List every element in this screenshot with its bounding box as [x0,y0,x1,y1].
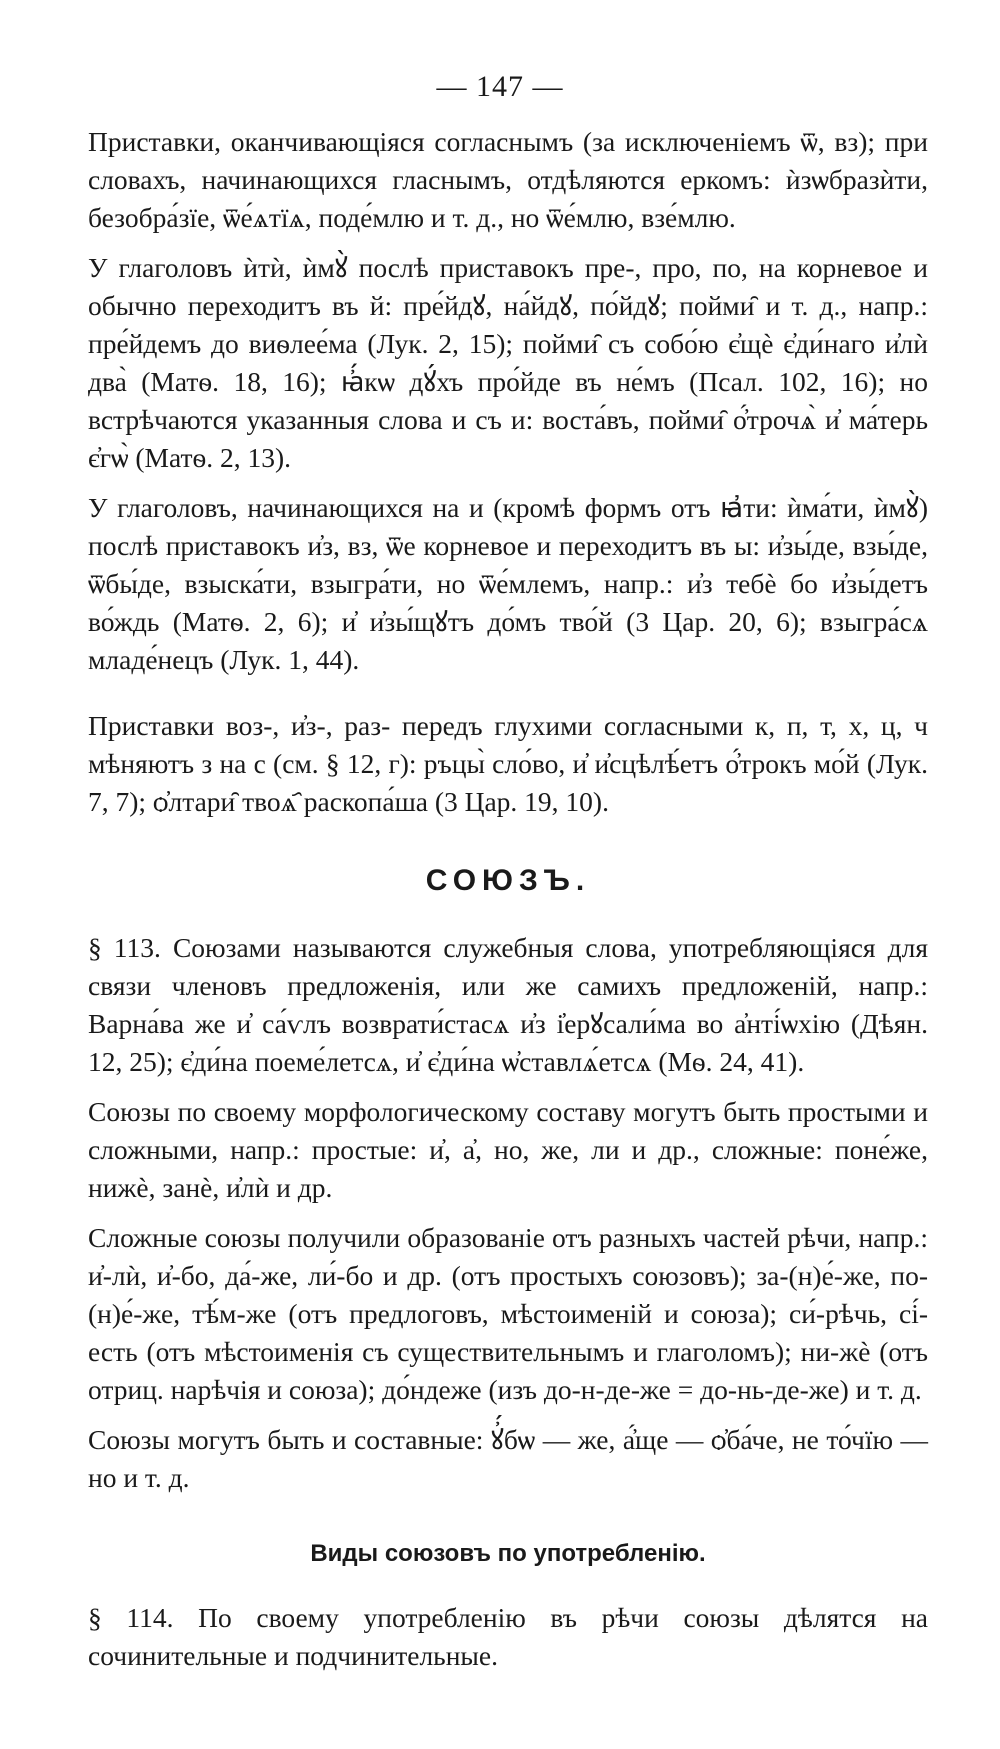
paragraph-114: § 114. По своему употребленію въ рѣчи союзы дѣлятся на сочинительные и подчинительные. [88,1602,928,1671]
paragraph-113: § 113. Союзами называются служебныя слова, употребляющіяся для связи членовъ предложенія, или же самихъ предложеній, напр.: Варна́ва же и҆ са́ѵлъ возврати́стасѧ и҆з і҆ерꙋсали́ма во а҆нті́ѡхію (Дѣян. 12, 25); є҆ди́на поеме́летсѧ, и҆ є҆ди́на ѡ҆ставлѧ́етсѧ (Мѳ. 24, 41). [88,932,928,1077]
paragraph-composite: Союзы могутъ быть и составные: ꙋ҆́бѡ — же, а҆́ще — ѻ҆ба́че, не то́чїю — но и т. д. [88,1424,928,1493]
paragraph-verbs-starting-i: У глаголовъ, начинающихся на и (кромѣ формъ отъ ꙗ҆ти: ѝма́ти, ѝмꙋ̀) послѣ приставокъ и҆з, вз, ѿе корневое и переходитъ въ ы: и҆зы́де, взы́де, ѿбы́де, взыска́ти, взыгра́ти, но ѿе́млемъ, напр.: и҆з тебѐ бо и҆зы́детъ во́ждь (Матѳ. 2, 6); и҆ и҆зы́щꙋтъ до́мъ тво́й (3 Цар. 20, 6); взыгра́сѧ младе́нецъ (Лук. 1, 44). [88,492,928,675]
section-title: СОЮЗЪ. [425,864,591,897]
paragraph-verbs-iti-imu: У глаголовъ ѝтѝ, ѝмꙋ̀ послѣ приставокъ пре-, про, по, на корневое и обычно переходитъ въ й: пре́йдꙋ, на́йдꙋ, по́йдꙋ; пойми̑ и т. д., напр.: пре́йдемъ до виѳлее́ма (Лук. 2, 15); пойми̑ съ собо́ю є҆щѐ є҆ди́наго и҆лѝ два̀ (Матѳ. 18, 16); ꙗ҆́кѡ дꙋ́хъ про́йде въ не́мъ (Псал. 102, 16); но встрѣчаются указанныя слова и съ и: воста́въ, пойми̑ о҆́трочѧ̀ и҆ ма́терь є҆гѡ̀ (Матѳ. 2, 13). [88,252,928,473]
subsection-title: Виды союзовъ по употребленію. [310,1540,706,1567]
paragraph-prefixes-yer: Приставки, оканчивающіяся согласнымъ (за исключеніемъ ѿ, вз); при словахъ, начинающихся гласнымъ, отдѣляются еркомъ: ѝзѡбразѝти, безобра́зїе, ѿе́ѧтїѧ, поде́млю и т. д., но ѿе́млю, взе́млю. [88,126,928,233]
paragraph-compound: Сложные союзы получили образованіе отъ разныхъ частей рѣчи, напр.: и҆-лѝ, и҆-бо, да́-же, ли́-бо и др. (отъ простыхъ союзовъ); за-(н)е́-же, по-(н)е́-же, тѣ́м-же (отъ предлоговъ, мѣстоименій и союза); си́-рѣчь, сі́-есть (отъ мѣстоименія съ существительнымъ и глаголомъ); ни-жѐ (отъ отриц. нарѣчія и союза); до́ндеже (изъ до-н-де-же = до-нь-де-же) и т. д. [88,1222,928,1405]
page-number: — 147 — [436,70,564,103]
paragraph-morphology: Союзы по своему морфологическому составу могутъ быть простыми и сложными, напр.: простые: и҆, а҆, но, же, ли и др., сложные: поне́же, нижѐ, занѐ, и҆лѝ и др. [88,1096,928,1203]
page-body [88,123,928,1675]
paragraph-prefixes-voiceless: Приставки воз-, и҆з-, раз- передъ глухими согласными к, п, т, х, ц, ч мѣняютъ з на с (см. § 12, г): ръцы̀ сло́во, и҆ и҆сцѣлѣ́етъ о҆́трокъ мо́й (Лук. 7, 7); ѻ҆лтари̑ твоѧ҄ раскопа́ша (3 Цар. 19, 10). [88,710,928,817]
